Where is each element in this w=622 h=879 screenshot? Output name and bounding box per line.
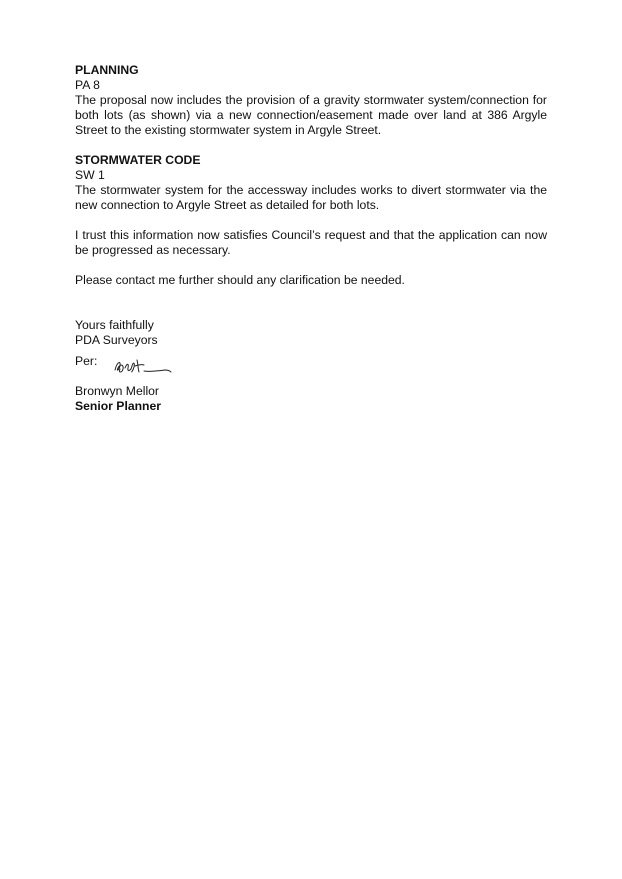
spacer	[75, 213, 547, 228]
signer-title: Senior Planner	[75, 399, 162, 413]
planning-code: PA 8	[75, 78, 100, 92]
letter-body	[75, 63, 547, 414]
spacer	[75, 258, 547, 273]
stormwater-section	[75, 153, 547, 213]
company-name: PDA Surveyors	[75, 333, 158, 347]
handwritten-signature	[111, 354, 173, 378]
stormwater-paragraph: The stormwater system for the accessway includes works to divert stormwater via the new connection to Argyle Street as detailed for both lots.	[75, 183, 547, 212]
trust-paragraph: I trust this information now satisfies Council’s request and that the application can now be progressed as necessary.	[75, 228, 547, 257]
per-label: Per:	[75, 354, 98, 368]
planning-section	[75, 63, 547, 138]
spacer	[75, 138, 547, 153]
stormwater-code: SW 1	[75, 168, 105, 182]
salutation: Yours faithfully	[75, 318, 154, 332]
per-row	[75, 354, 547, 384]
planning-heading: PLANNING	[75, 63, 139, 77]
stormwater-heading: STORMWATER CODE	[75, 153, 201, 167]
signer-name: Bronwyn Mellor	[75, 384, 159, 398]
spacer	[75, 288, 547, 318]
signoff-block	[75, 318, 547, 414]
contact-paragraph: Please contact me further should any clarification be needed.	[75, 273, 405, 287]
planning-paragraph: The proposal now includes the provision of a gravity stormwater system/connection for both lots (as shown) via a new connection/easement made over land at 386 Argyle Street to the existing stormwater system in Argyle Street.	[75, 93, 547, 137]
